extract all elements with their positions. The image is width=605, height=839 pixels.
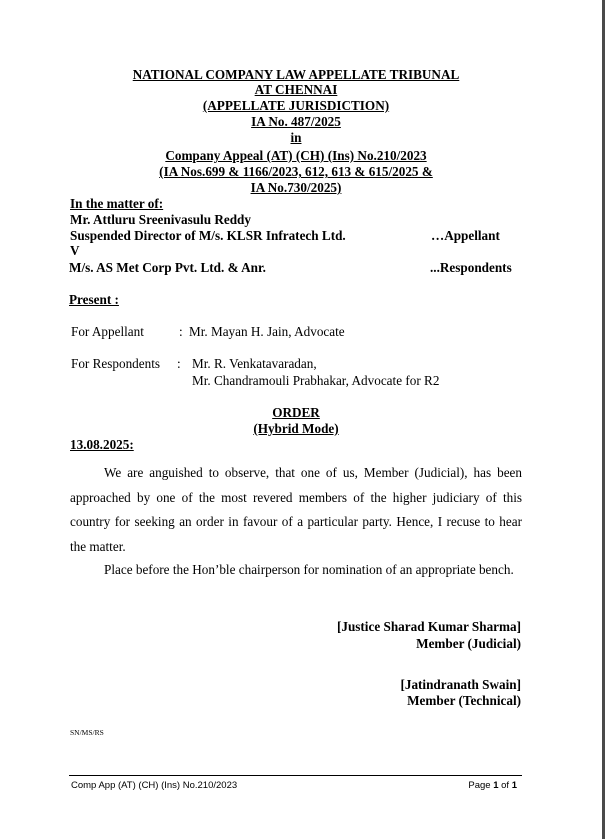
page-current: 1 (493, 780, 499, 791)
page-total: 1 (511, 780, 517, 791)
appellant-counsel-label: For Appellant (71, 324, 144, 339)
versus: V (70, 243, 80, 258)
appellant-counsel-separator: : (179, 324, 183, 339)
appellant-description: Suspended Director of M/s. KLSR Infratech Ltd. (70, 228, 346, 243)
related-ia-number-last: IA No.730/2025) (250, 180, 342, 195)
respondent-counsel-2: Mr. Chandramouli Prabhakar, Advocate for R2 (192, 373, 440, 388)
jurisdiction: (APPELLATE JURISDICTION) (202, 98, 390, 113)
footer-page-number (468, 780, 517, 791)
appeal-number: Company Appeal (AT) (CH) (Ins) No.210/2023 (165, 148, 427, 163)
order-title: ORDER (272, 405, 320, 420)
appellant-role: …Appellant (431, 228, 500, 243)
judge1-title: Member (Judicial) (416, 636, 521, 651)
present-heading: Present : (69, 292, 119, 307)
respondent-role: ...Respondents (430, 260, 512, 275)
page-prefix: Page (468, 780, 491, 791)
respondent-counsel-1: Mr. R. Venkatavaradan, (192, 356, 317, 371)
ia-number: IA No. 487/2025 (251, 114, 341, 129)
order-paragraph-2: Place before the Hon’ble chairperson for nomination of an appropriate bench. (104, 562, 514, 577)
bench-location: AT CHENNAI (254, 82, 338, 97)
typist-initials: SN/MS/RS (70, 728, 104, 737)
order-date: 13.08.2025: (70, 437, 134, 452)
page-of: of (501, 780, 510, 791)
respondent-name: M/s. AS Met Corp Pvt. Ltd. & Anr. (69, 260, 266, 275)
in-connector: in (290, 130, 302, 145)
tribunal-name: NATIONAL COMPANY LAW APPELLATE TRIBUNAL (132, 67, 460, 82)
appellant-counsel: Mr. Mayan H. Jain, Advocate (189, 324, 345, 339)
related-ia-numbers: (IA Nos.699 & 1166/2023, 612, 613 & 615/2025 & (159, 164, 433, 179)
appellant-name: Mr. Attluru Sreenivasulu Reddy (70, 212, 251, 227)
judge1-name: [Justice Sharad Kumar Sharma] (336, 619, 521, 634)
order-paragraph-1: We are anguished to observe, that one of us, Member (Judicial), has been approached by one of the most revered members of the higher judiciary of this country for seeking an order in favour of a particular party. Hence, I recuse to hear the matter. (70, 465, 522, 554)
respondent-counsel-separator: : (177, 356, 181, 371)
matter-heading: In the matter of: (70, 196, 164, 211)
footer-divider (69, 775, 522, 776)
judge2-title: Member (Technical) (407, 693, 521, 708)
order-mode: (Hybrid Mode) (253, 421, 339, 436)
respondent-counsel-label: For Respondents (71, 356, 161, 371)
judge2-name: [Jatindranath Swain] (400, 677, 521, 692)
footer-case-number: Comp App (AT) (CH) (Ins) No.210/2023 (71, 780, 238, 791)
